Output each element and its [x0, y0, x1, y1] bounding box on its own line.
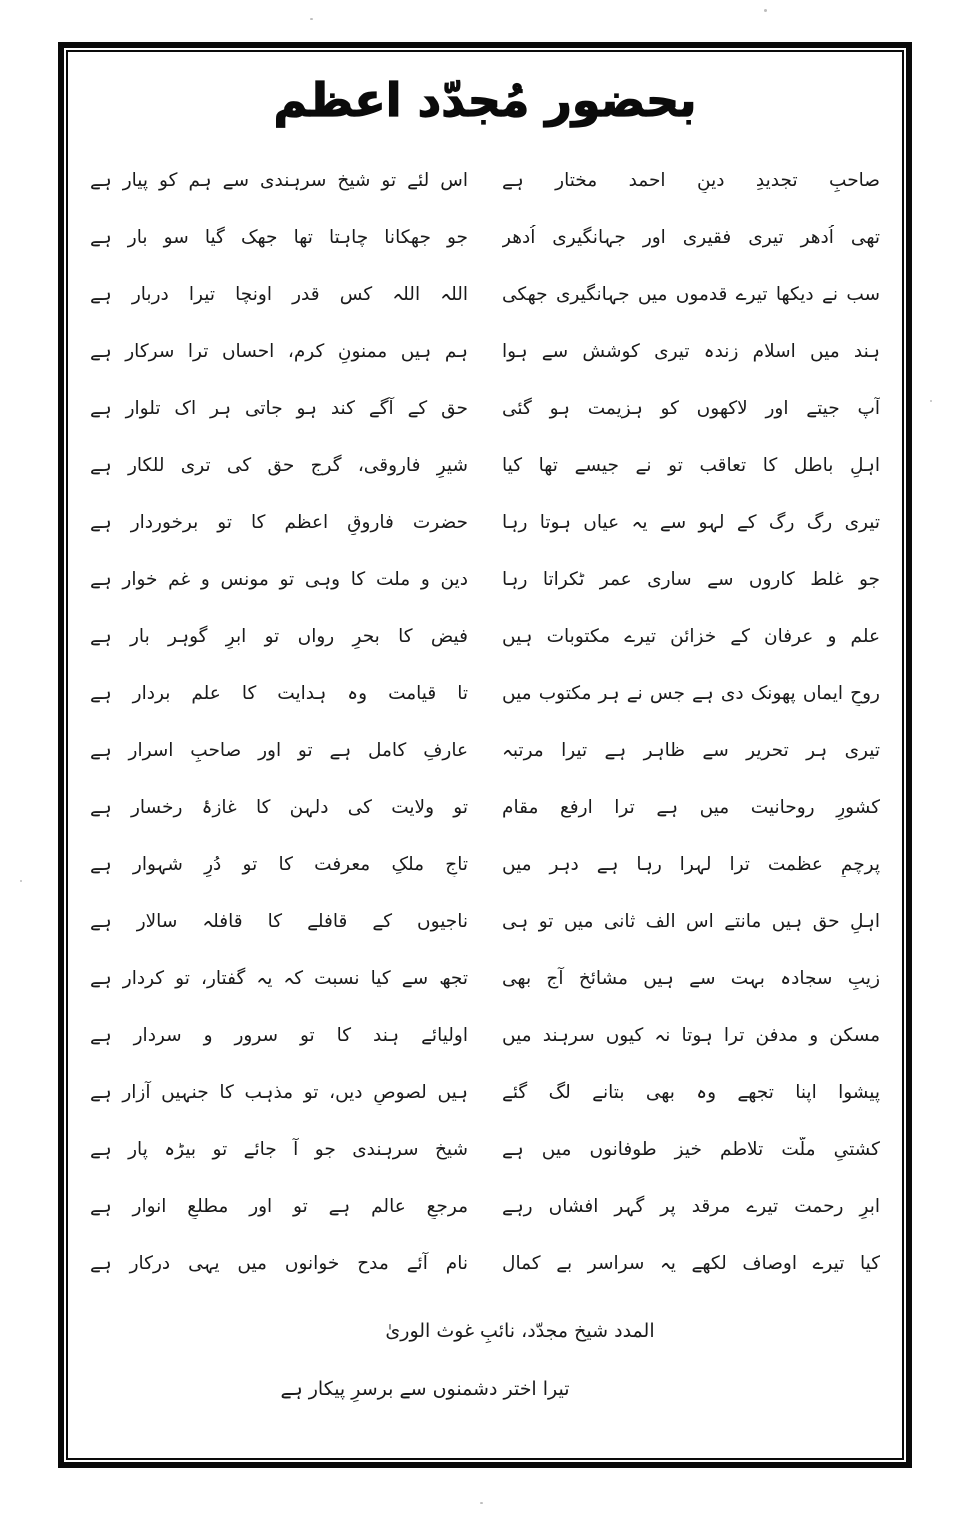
hemistich-second: شیخ سرہندی جو آ جائے تو بیڑہ پار ہے [90, 1139, 468, 1160]
hemistich-second: اس لئے تو شیخ سرہندی سے ہم کو پیار ہے [90, 170, 468, 191]
couplet-row [82, 665, 888, 722]
page-border-frame [58, 42, 912, 1468]
couplet-row [82, 1178, 888, 1235]
couplet-row [82, 950, 888, 1007]
couplet-row [82, 779, 888, 836]
couplet-row [82, 608, 888, 665]
couplet-row [82, 152, 888, 209]
hemistich-first: تیری ہر تحریر سے ظاہر ہے تیرا مرتبہ [502, 740, 880, 761]
hemistich-second: نام آئے مدح خوانوں میں یہی درکار ہے [90, 1253, 468, 1274]
hemistich-second: عارفِ کامل ہے تو اور صاحبِ اسرار ہے [90, 740, 468, 761]
hemistich-second: تاجِ ملکِ معرفت کا تو دُرِ شہوار ہے [90, 854, 468, 875]
closing-line-1: المدد شیخ مجدّد، نائبِ غوث الوریٰ [385, 1320, 655, 1342]
hemistich-second: تجھ سے کیا نسبت کہ یہ گفتار، تو کردار ہے [90, 968, 468, 989]
couplet-row [82, 380, 888, 437]
hemistich-second: فیض کا بحرِ رواں تو ابرِ گوہر بار ہے [90, 626, 468, 647]
hemistich-second: مرجعِ عالم ہے تو اور مطلعِ انوار ہے [90, 1196, 468, 1217]
hemistich-second: دین و ملت کا وہی تو مونس و غم خوار ہے [90, 569, 468, 590]
hemistich-second: جو جھکانا چاہتا تھا جھک گیا سو بار ہے [90, 227, 468, 248]
hemistich-second: ہیں لصوصِ دیں، تو مذہب کا جنہیں آزار ہے [90, 1082, 468, 1103]
hemistich-first: کشورِ روحانیت میں ہے ترا ارفع مقام [502, 797, 880, 818]
hemistich-first: مسکن و مدفن ترا ہوتا نہ کیوں سرہند میں [502, 1025, 880, 1046]
couplet-row [82, 323, 888, 380]
hemistich-second: حق کے آگے کند ہو جاتی ہر اک تلوار ہے [90, 398, 468, 419]
couplet-row [82, 1121, 888, 1178]
hemistich-second: تا قیامت وہ ہدایت کا علم بردار ہے [90, 683, 468, 704]
couplet-row [82, 1064, 888, 1121]
closing-couplet [82, 1302, 888, 1418]
hemistich-second: شیرِ فاروقی، گرج حق کی تری للکار ہے [90, 455, 468, 476]
hemistich-first: اہلِ باطل کا تعاقب تو نے جیسے تھا کیا [502, 455, 880, 476]
hemistich-second: حضرت فاروقِ اعظم کا تو برخوردار ہے [90, 512, 468, 533]
hemistich-second: اولیائے ہند کا تو سرور و سردار ہے [90, 1025, 468, 1046]
scan-speck [764, 9, 767, 12]
hemistich-first: پیشوا اپنا تجھے وہ بھی بتانے لگ گئے [502, 1082, 880, 1103]
hemistich-second: تو ولایت کی دلہن کا غازۂ رخسار ہے [90, 797, 468, 818]
couplet-row [82, 722, 888, 779]
scan-speck [20, 880, 22, 882]
poem-body [82, 152, 888, 1292]
couplet-row [82, 266, 888, 323]
scan-speck [930, 400, 932, 402]
hemistich-first: ابرِ رحمت تیرے مرقد پر گہر افشاں رہے [502, 1196, 880, 1217]
hemistich-first: روحِ ایماں پھونک دی ہے جس نے ہر مکتوب میں [502, 683, 880, 704]
hemistich-first: تیری رگ رگ کے لہو سے یہ عیاں ہوتا رہا [502, 512, 880, 533]
closing-line-2: تیرا اختر دشمنوں سے برسرِ پیکار ہے [280, 1378, 570, 1400]
hemistich-first: ہند میں اسلام زندہ تیری کوشش سے ہوا [502, 341, 880, 362]
scan-speck [310, 18, 313, 20]
hemistich-first: سب نے دیکھا تیرے قدموں میں جہانگیری جھکی [502, 284, 880, 305]
couplet-row [82, 893, 888, 950]
couplet-row [82, 1007, 888, 1064]
hemistich-first: آپ جیتے اور لاکھوں کو ہزیمت ہو گئی [502, 398, 880, 419]
hemistich-first: پرچمِ عظمت ترا لہرا رہا ہے دہر میں [502, 854, 880, 875]
couplet-row [82, 1235, 888, 1292]
hemistich-second: ناجیوں کے قافلے کا قافلہ سالار ہے [90, 911, 468, 932]
hemistich-first: علم و عرفان کے خزائن تیرے مکتوبات ہیں [502, 626, 880, 647]
couplet-row [82, 836, 888, 893]
couplet-row [82, 494, 888, 551]
couplet-row [82, 209, 888, 266]
hemistich-second: اللہ اللہ کس قدر اونچا تیرا دربار ہے [90, 284, 468, 305]
poem-title: بحضور مُجدّد اعظم [273, 73, 697, 127]
hemistich-first: کشتیِ ملّت تلاطم خیز طوفانوں میں ہے [502, 1139, 880, 1160]
page-border-inner [66, 50, 904, 1460]
couplet-row [82, 437, 888, 494]
hemistich-second: ہم ہیں ممنونِ کرم، احساں ترا سرکار ہے [90, 341, 468, 362]
hemistich-first: تھی اُدھر تیری فقیری اور جہانگیری اُدھر [502, 227, 880, 248]
hemistich-first: جو غلط کاروں سے ساری عمر ٹکراتا رہا [502, 569, 880, 590]
scan-speck [480, 1502, 483, 1504]
hemistich-first: زیبِ سجادہ بہت سے ہیں مشائخ آج بھی [502, 968, 880, 989]
hemistich-first: اہلِ حق ہیں مانتے اس الف ثانی میں تو ہی [502, 911, 880, 932]
hemistich-first: کیا تیرے اوصاف لکھے یہ سراسر بے کمال [502, 1253, 880, 1274]
hemistich-first: صاحبِ تجدیدِ دینِ احمد مختار ہے [502, 170, 880, 191]
couplet-row [82, 551, 888, 608]
